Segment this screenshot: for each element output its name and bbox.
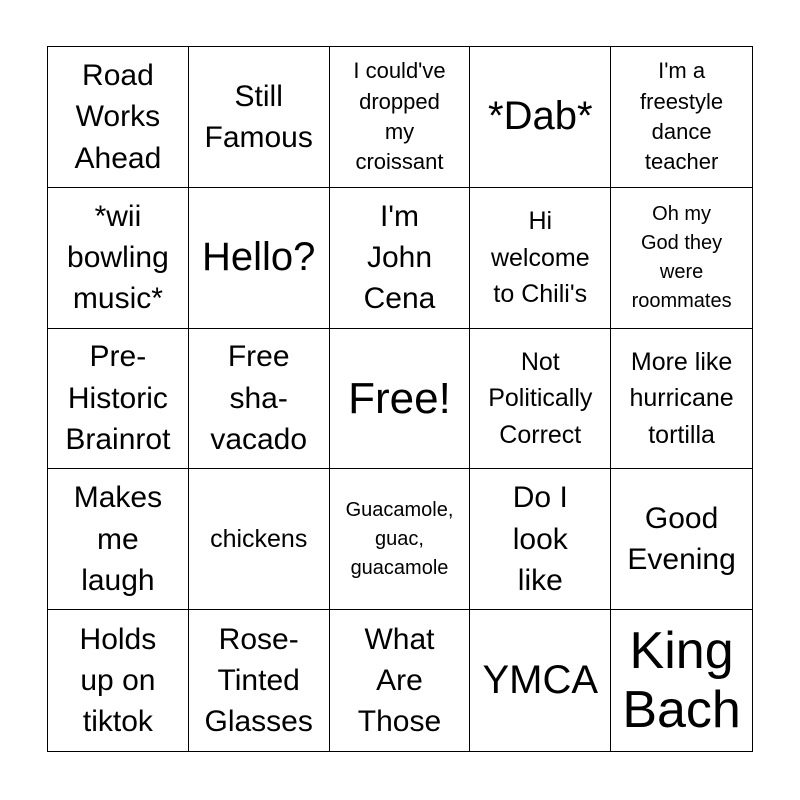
bingo-cell-text: I'm a freestyle dance teacher — [640, 58, 724, 175]
bingo-cell-r2c2[interactable] — [189, 188, 330, 329]
bingo-cell-r4c2[interactable] — [189, 469, 330, 610]
bingo-cell-text: *Dab* — [488, 94, 593, 139]
bingo-cell-text: I could've dropped my croissant — [353, 58, 446, 175]
bingo-cell-text: Hi welcome to Chili's — [490, 207, 590, 308]
bingo-cell-r4c3[interactable] — [330, 469, 471, 610]
bingo-cell-text: Still Famous — [204, 79, 313, 154]
bingo-cell-r3c5[interactable] — [611, 329, 752, 470]
bingo-cell-text: Guacamole, guac, guacamole — [345, 498, 454, 579]
bingo-cell-text: *wii bowling music* — [67, 199, 169, 316]
bingo-cell-text: Free sha- vacado — [210, 340, 308, 457]
bingo-cell-r2c3[interactable] — [330, 188, 471, 329]
bingo-cell-r2c1[interactable] — [48, 188, 189, 329]
bingo-cell-r4c5[interactable] — [611, 469, 752, 610]
bingo-cell-r5c5[interactable] — [611, 610, 752, 751]
bingo-cell-text: Not Politically Correct — [488, 348, 593, 449]
bingo-cell-text: Free! — [348, 373, 451, 423]
bingo-cell-r5c3[interactable] — [330, 610, 471, 751]
bingo-cell-free-space[interactable] — [330, 329, 471, 470]
bingo-cell-text: Rose- Tinted Glasses — [204, 622, 313, 739]
bingo-board — [47, 46, 753, 752]
bingo-cell-r4c4[interactable] — [470, 469, 611, 610]
bingo-cell-text: I'm John Cena — [363, 199, 436, 316]
bingo-cell-text: Makes me laugh — [73, 481, 163, 597]
bingo-cell-text: Good Evening — [627, 501, 736, 577]
bingo-cell-r1c4[interactable] — [470, 47, 611, 188]
bingo-cell-r3c4[interactable] — [470, 329, 611, 470]
bingo-cell-text: What Are Those — [357, 622, 442, 739]
bingo-cell-r2c4[interactable] — [470, 188, 611, 329]
bingo-cell-text: More like hurricane tortilla — [629, 348, 734, 449]
bingo-cell-r3c1[interactable] — [48, 329, 189, 470]
bingo-cell-r3c2[interactable] — [189, 329, 330, 470]
bingo-cell-r1c3[interactable] — [330, 47, 471, 188]
bingo-cell-text: Road Works Ahead — [74, 58, 162, 175]
bingo-cell-text: Do I look like — [512, 481, 568, 597]
bingo-cell-r1c1[interactable] — [48, 47, 189, 188]
bingo-cell-text: Oh my God they were roommates — [631, 202, 732, 312]
bingo-cell-r5c1[interactable] — [48, 610, 189, 751]
bingo-cell-text: chickens — [210, 525, 308, 554]
bingo-cell-r1c2[interactable] — [189, 47, 330, 188]
bingo-cell-text: Hello? — [201, 235, 316, 280]
bingo-cell-r5c2[interactable] — [189, 610, 330, 751]
bingo-cell-r5c4[interactable] — [470, 610, 611, 751]
bingo-cell-text: King Bach — [622, 622, 741, 739]
bingo-cell-r2c5[interactable] — [611, 188, 752, 329]
bingo-cell-r1c5[interactable] — [611, 47, 752, 188]
bingo-cell-text: Holds up on tiktok — [79, 622, 157, 739]
bingo-cell-r4c1[interactable] — [48, 469, 189, 610]
bingo-cell-text: YMCA — [482, 658, 599, 702]
bingo-cell-text: Pre- Historic Brainrot — [65, 340, 171, 457]
